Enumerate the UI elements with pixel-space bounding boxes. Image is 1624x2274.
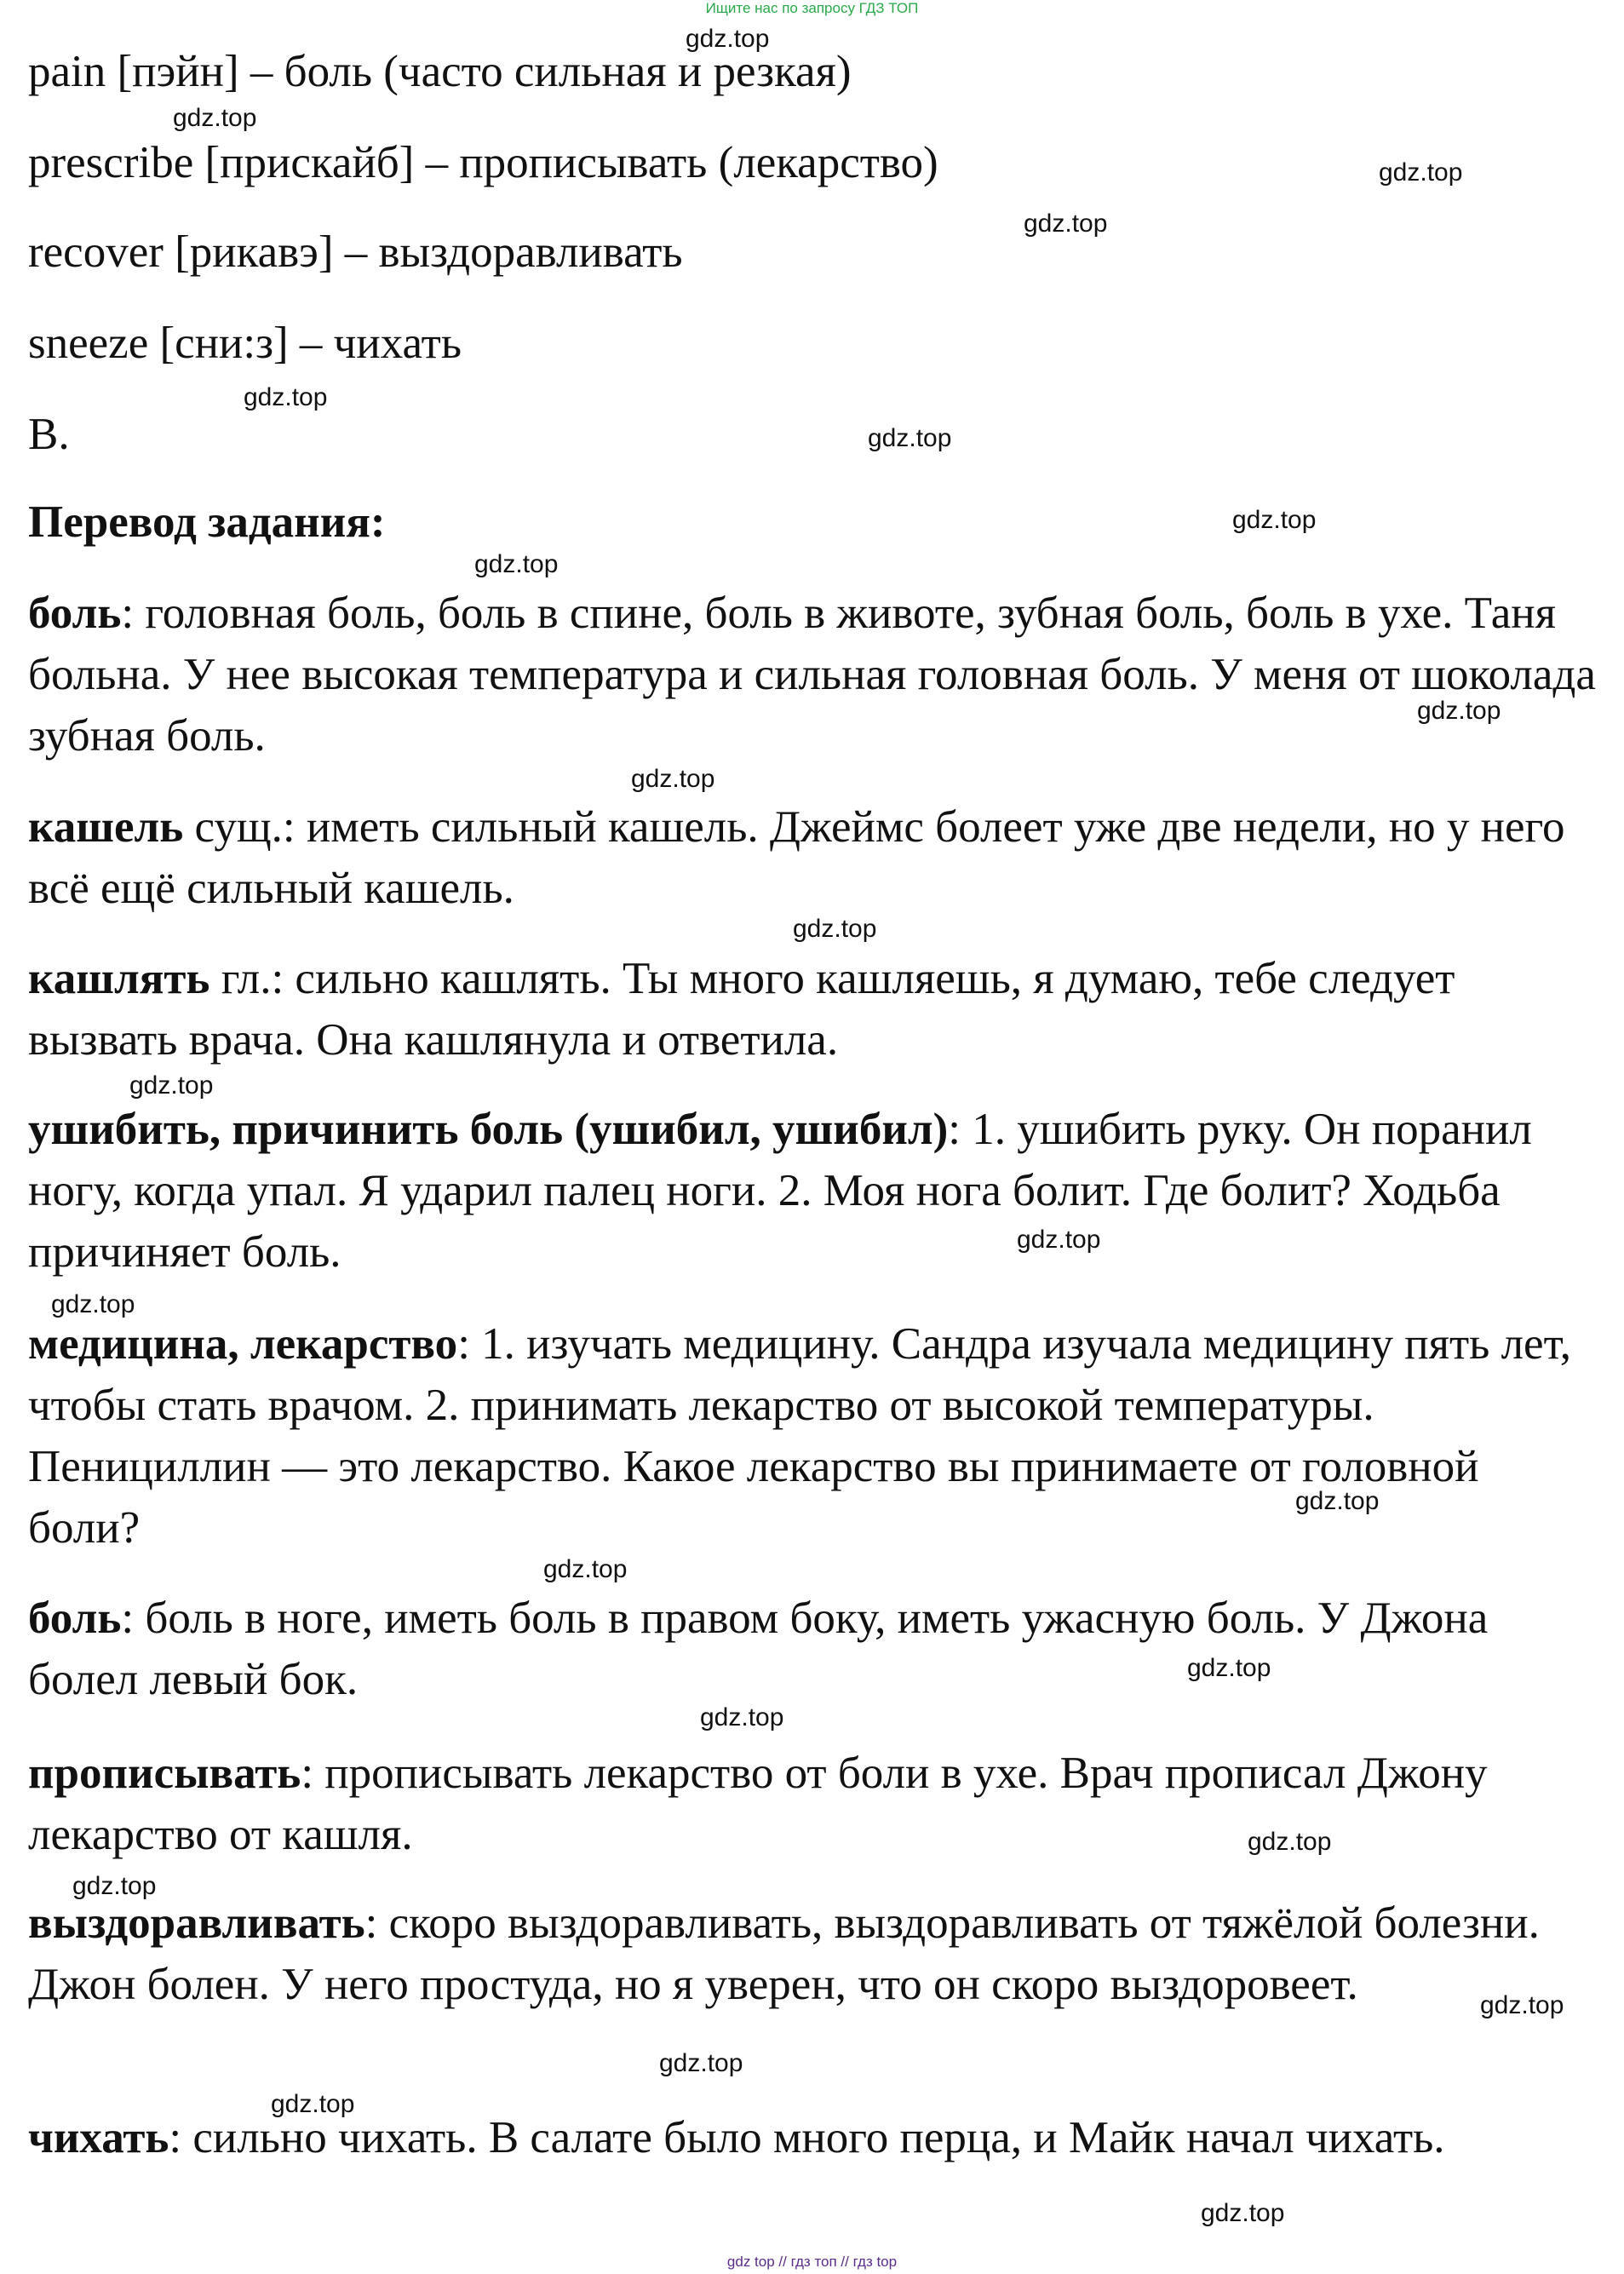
entry-text: : 1. ушибить руку. Он поранил ногу, когда упал. Я ударил палец ноги. 2. Моя нога болит. Где болит? Ходьба причиняет боль. xyxy=(28,1105,1532,1277)
watermark: gdz.top xyxy=(474,550,559,578)
watermark: gdz.top xyxy=(659,2049,743,2077)
footer-watermark: gdz top // гдз топ // гдз top xyxy=(726,2254,898,2270)
entry-term: боль xyxy=(28,589,122,638)
vocab-line-sneeze: sneeze [сни:з] – чихать xyxy=(28,319,462,368)
watermark: gdz.top xyxy=(1232,506,1317,534)
watermark: gdz.top xyxy=(793,915,877,943)
entry-hurt xyxy=(28,1099,1599,1283)
entry-term: кашель xyxy=(28,802,184,852)
vocab-line-recover: recover [рикавэ] – выздоравливать xyxy=(28,227,683,277)
entry-cough-noun xyxy=(28,796,1599,919)
watermark: gdz.top xyxy=(244,383,328,411)
entry-text: : 1. изучать медицину. Сандра изучала медицину пять лет, чтобы стать врачом. 2. принимать лекарство от высокой температуры. Пенициллин — это лекарство. Какое лекарство вы принимаете от головной боли? xyxy=(28,1319,1572,1553)
entry-term: ушибить, причинить боль (ушибил, ушибил) xyxy=(28,1105,949,1154)
entry-sneeze xyxy=(28,2107,1599,2168)
entry-term: выздоравливать xyxy=(28,1898,365,1948)
entry-term: прописывать xyxy=(28,1749,301,1798)
vocab-line-prescribe: prescribe [прискайб] – прописывать (лекарство) xyxy=(28,138,938,187)
entry-pain-1 xyxy=(28,583,1599,767)
watermark: gdz.top xyxy=(1017,1226,1101,1254)
entry-pain-2 xyxy=(28,1588,1599,1710)
entry-text: : головная боль, боль в спине, боль в животе, зубная боль, боль в ухе. Таня больна. У нее высокая температура и сильная головная боль. У меня от шоколада зубная боль. xyxy=(28,589,1596,761)
entry-prescribe xyxy=(28,1743,1599,1865)
watermark: gdz.top xyxy=(1201,2199,1285,2227)
watermark: gdz.top xyxy=(1295,1487,1380,1515)
entry-term: кашлять xyxy=(28,954,210,1003)
watermark: gdz.top xyxy=(868,424,952,452)
entry-term: медицина, лекарство xyxy=(28,1319,458,1369)
watermark: gdz.top xyxy=(1024,210,1108,238)
watermark: gdz.top xyxy=(271,2090,355,2118)
vocab-line-pain: pain [пэйн] – боль (часто сильная и резкая) xyxy=(28,47,852,96)
entry-medicine xyxy=(28,1313,1599,1559)
entry-recover xyxy=(28,1892,1599,2015)
watermark: gdz.top xyxy=(686,25,770,53)
watermark: gdz.top xyxy=(543,1555,628,1583)
section-letter: B. xyxy=(28,410,70,459)
translation-heading: Перевод задания: xyxy=(28,497,386,547)
watermark: gdz.top xyxy=(631,765,715,793)
watermark: gdz.top xyxy=(1417,697,1501,725)
watermark: gdz.top xyxy=(129,1071,214,1100)
entry-text: : сильно чихать. В салате было много перца, и Майк начал чихать. xyxy=(169,2113,1445,2162)
entry-text: : скоро выздоравливать, выздоравливать от тяжёлой болезни. Джон болен. У него простуда, но я уверен, что он скоро выздоровеет. xyxy=(28,1898,1540,2009)
watermark: gdz.top xyxy=(1187,1654,1271,1682)
entry-text: : боль в ноге, иметь боль в правом боку, иметь ужасную боль. У Джона болел левый бок. xyxy=(28,1594,1489,1704)
entry-term: боль xyxy=(28,1594,122,1643)
entry-cough-verb xyxy=(28,948,1599,1071)
watermark: gdz.top xyxy=(72,1872,157,1900)
watermark: gdz.top xyxy=(51,1290,135,1318)
entry-text: : прописывать лекарство от боли в ухе. Врач прописал Джону лекарство от кашля. xyxy=(28,1749,1488,1859)
entry-text: сущ.: иметь сильный кашель. Джеймс болеет уже две недели, но у него всё ещё сильный кашель. xyxy=(28,802,1565,913)
watermark: gdz.top xyxy=(700,1703,784,1731)
watermark: gdz.top xyxy=(1379,158,1463,187)
watermark: gdz.top xyxy=(1480,1991,1564,2019)
entry-term: чихать xyxy=(28,2113,169,2162)
watermark: gdz.top xyxy=(173,104,257,132)
top-banner: Ищите нас по запросу ГДЗ ТОП xyxy=(705,0,919,16)
entry-text: гл.: сильно кашлять. Ты много кашляешь, я думаю, тебе следует вызвать врача. Она кашлянула и ответила. xyxy=(28,954,1455,1065)
watermark: gdz.top xyxy=(1248,1828,1332,1856)
